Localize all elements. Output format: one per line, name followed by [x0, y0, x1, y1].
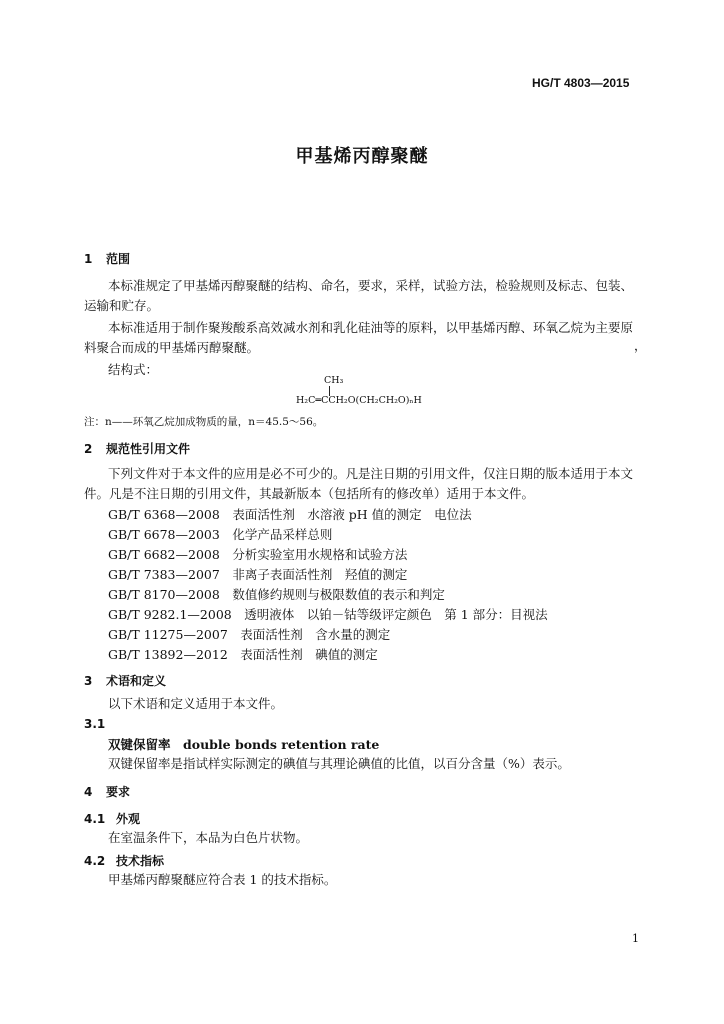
section-4-heading — [84, 783, 130, 800]
structure-label: 结构式： — [108, 362, 159, 377]
reference-item: GB/T 13892—2012 表面活性剂 碘值的测定 — [108, 647, 378, 662]
page-number: 1 — [632, 932, 639, 945]
definition: 双键保留率是指试样实际测定的碘值与其理论碘值的比值，以百分含量（%）表示。 — [108, 756, 570, 771]
reference-item: GB/T 6368—2008 表面活性剂 水溶液 pH 值的测定 电位法 — [108, 507, 472, 522]
section-1-heading — [84, 250, 130, 267]
section-title: 范围 — [106, 252, 131, 266]
paragraph: 在室温条件下，本品为白色片状物。 — [108, 830, 309, 845]
formula-ch3: CH₃ — [324, 375, 344, 386]
section-title: 要求 — [106, 785, 131, 799]
subsection-number: 3.1 — [84, 717, 106, 731]
section-number: 1 — [84, 252, 93, 266]
paragraph: 件。凡是不注日期的引用文件，其最新版本（包括所有的修改单）适用于本文件。 — [84, 486, 535, 501]
stray-mark: ， — [634, 338, 647, 353]
reference-item: GB/T 11275—2007 表面活性剂 含水量的测定 — [108, 627, 391, 642]
structure-note: 注：n——环氧乙烷加成物质的量，n＝45.5～56。 — [84, 416, 324, 428]
reference-item: GB/T 6682—2008 分析实验室用水规格和试验方法 — [108, 547, 408, 562]
subsection-title: 外观 — [116, 812, 141, 826]
section-title: 术语和定义 — [106, 674, 167, 688]
section-3-heading — [84, 672, 166, 689]
subsection-number: 4.2 — [84, 854, 106, 868]
paragraph: 本标准规定了甲基烯丙醇聚醚的结构、命名，要求，采样，试验方法，检验规则及标志、包装、 — [108, 278, 634, 293]
section-2-heading — [84, 440, 190, 457]
reference-item: GB/T 9282.1—2008 透明液体 以铂－钴等级评定颜色 第 1 部分：目视法 — [108, 607, 548, 622]
section-title: 规范性引用文件 — [106, 442, 191, 456]
paragraph: 料聚合而成的甲基烯丙醇聚醚。 — [84, 340, 260, 355]
section-number: 2 — [84, 442, 93, 456]
reference-item: GB/T 8170—2008 数值修约规则与极限数值的表示和判定 — [108, 587, 445, 602]
standard-code: HG/T 4803—2015 — [532, 76, 630, 90]
paragraph: 运输和贮存。 — [84, 298, 160, 313]
section-number: 4 — [84, 785, 93, 799]
document-title: 甲基烯丙醇聚醚 — [295, 146, 429, 167]
term: 双键保留率 double bonds retention rate — [108, 737, 380, 752]
paragraph: 本标准适用于制作聚羧酸系高效减水剂和乳化硅油等的原料，以甲基烯丙醇、环氧乙烷为主要原 — [108, 320, 634, 335]
paragraph: 甲基烯丙醇聚醚应符合表 1 的技术指标。 — [108, 872, 337, 887]
paragraph: 下列文件对于本文件的应用是必不可少的。凡是注日期的引用文件，仅注日期的版本适用于本文 — [108, 466, 634, 481]
paragraph: 以下术语和定义适用于本文件。 — [108, 696, 284, 711]
subsection-4-1-heading — [84, 810, 140, 827]
subsection-number: 4.1 — [84, 812, 106, 826]
formula-main: H₂C═CCH₂O(CH₂CH₂O)ₙH — [296, 395, 422, 406]
reference-item: GB/T 6678—2003 化学产品采样总则 — [108, 527, 333, 542]
subsection-4-2-heading — [84, 852, 164, 869]
reference-item: GB/T 7383—2007 非离子表面活性剂 羟值的测定 — [108, 567, 408, 582]
subsection-title: 技术指标 — [116, 854, 165, 868]
section-number: 3 — [84, 674, 93, 688]
